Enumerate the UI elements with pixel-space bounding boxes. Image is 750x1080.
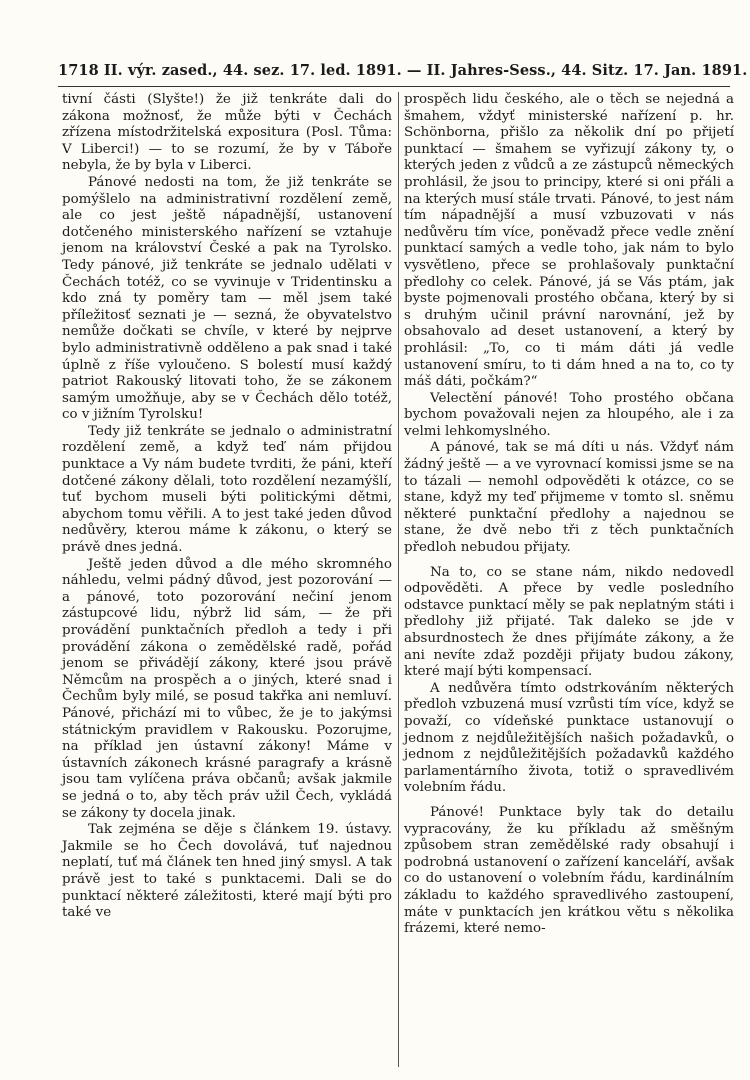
- paragraph: Tak zejména se děje s článkem 19. ústavy. Jakmile se ho Čech dovolává, tuť najednou neplatí, tuť má článek ten hned jiný smysl. A tak právě jest to také s punktacemi. Dali se do punktací některé záležitosti, které mají býti pro také ve: [62, 822, 392, 921]
- paragraph: Tedy již tenkráte se jednalo o administratní rozdělení země, a když teď nám přijdou punktace a Vy nám budete tvrditi, že páni, kteří dotčené zákony dělali, toto rozdělení nezamýšlí, tuť bychom museli býti politickými dětmi, abychom tomu věřili. A to jest také jeden důvod nedůvěry, kterou máme k zákonu, o který se právě dnes jedná.: [62, 423, 392, 556]
- running-header: 1718 II. výr. zased., 44. sez. 17. led. 1891. — II. Jahres-Sess., 44. Sitz. 17. Jan. 1891.: [58, 62, 748, 79]
- paragraph: A nedůvěra tímto odstrkováním některých předloh vzbuzená musí vzrůsti tím více, když se považí, co vídeňské punktace ustanovují o jednom z nejdůležitějších našich požadavků, o jednom z nejdůležitějších požadavků každého parlamentárního života, totiž o spravedlivém volebním řádu.: [404, 680, 734, 796]
- paragraph: Ještě jeden důvod a dle mého skromného náhledu, velmi pádný důvod, jest pozorování — a pánové, toto pozorování nečiní jenom zástupcové lidu, nýbrž lid sám, — že při provádění punktačních předloh a tedy i při provádění zákona o zemědělské radě, pořád jenom se přivádějí zákony, které jsou právě Němcům na prospěch a o jiných, které snad i Čechům byly milé, se posud takřka ani nemluví. Pánové, přichází mi to vůbec, že je to jakýmsi státnickým pravidlem v Rakousku. Pozorujme, na příklad jen ústavní zákony! Máme v ústavních zákonech krásné paragrafy a krásně jsou tam vylíčena práva občanů; avšak jakmile se jedná o to, aby těch práv užil Čech, vykládá se zákony ty docela jinak.: [62, 556, 392, 821]
- paragraph: Pánové! Punktace byly tak do detailu vypracovány, že ku příkladu až směšným způsobem stran zemědělské rady obsahují i podrobná ustanovení o zařízení kanceláří, avšak co do ustanovení o volebním řádu, kardinálním základu to každého spravedlivého zastoupení, máte v punktacích jen krátkou větu s několika frázemi, které nemo-: [404, 804, 734, 937]
- paragraph: tivní části (Slyšte!) že již tenkráte dali do zákona možnosť, že může býti v Čechách zřízena místodržitelská expositura (Posl. Tůma: V Liberci!) — to se rozumí, že by v Táboře nebyla, že by byla v Liberci.: [62, 92, 392, 174]
- paragraph: A pánové, tak se má díti u nás. Vždyť nám žádný ještě — a ve vyrovnací komissi jsme se na to tázali — nemohl odpověděti k otázce, co se stane, když my teď přijmeme v tomto sl. sněmu některé punktační předlohy a najednou se stane, že dvě nebo tři z těch punktačních předloh nebudou přijaty.: [404, 440, 734, 556]
- paragraph: Velectění pánové! Toho prostého občana bychom považovali nejen za hloupého, ale i za velmi lehkomyslného.: [404, 390, 734, 439]
- left-column: [62, 92, 392, 922]
- right-column: [404, 92, 734, 938]
- paragraph: prospěch lidu českého, ale o těch se nejedná a šmahem, vždyť ministerské nařízení p. hr. Schönborna, přišlo za několik dní po přijetí punktací — šmahem se vyřizují zákony ty, o kterých jeden z vůdců a ze zástupců německých prohlásil, že jsou to principy, které si oni přáli a na kterých musí stále trvati. Pánové, to jest nám tím nápadnější a musí vzbuzovati v nás nedůvěru tím více, poněvadž přece vedle znění punktací samých a vedle toho, jak nám to bylo vysvětleno, přece se prohlašovaly punktační předlohy co celek. Pánové, já se Vás ptám, jak byste pojmenovali prostého občana, který by si s druhým učinil právní narovnání, jež by obsahovalo ad deset ustanovení, a který by prohlásil: „To, co ti mám dáti já vedle ustanovení smíru, to ti dám hned a na to, co ty máš dáti, počkám?“: [404, 92, 734, 390]
- header-rule: [58, 86, 730, 87]
- paragraph: Pánové nedosti na tom, že již tenkráte se pomýšlelo na administrativní rozdělení země, ale co jest ještě nápadnější, ustanovení dotčeného ministerského nařízení se vztahuje jenom na království České a pak na Tyrolsko. Tedy pánové, již tenkráte se jednalo udělati v Čechách totéž, co se vyvinuje v Tridentinsku a kdo zná ty poměry tam — měl jsem také příležitosť seznati je — sezná, že obyvatelstvo nemůže dočkati se chvíle, v které by nejprve bylo administrativně odděleno a pak snad i také úplně z říše vyloučeno. S bolestí musí každý patriot Rakouský litovati toho, že se zákonem samým umožňuje, aby se v Čechách dělo totéž, co v jižním Tyrolsku!: [62, 174, 392, 423]
- paragraph: Na to, co se stane nám, nikdo nedovedl odpověděti. A přece by vedle posledního odstavce punktací měly se pak neplatným státi i předlohy již přijaté. Tak daleko se jde v absurdnostech že dnes přijímáte zákony, a že ani nevíte zdaž později přijaty budou zákony, které mají býti kompensací.: [404, 564, 734, 680]
- column-divider: [398, 92, 399, 1067]
